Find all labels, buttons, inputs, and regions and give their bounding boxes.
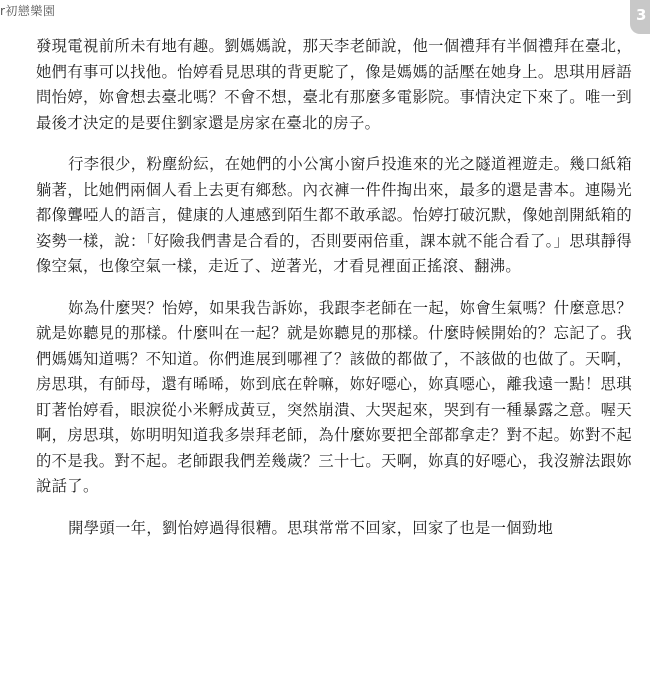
page-header-title: r初戀樂園 xyxy=(0,4,56,18)
document-body xyxy=(36,34,632,557)
page-corner-badge xyxy=(630,0,650,34)
badge-label: 3 xyxy=(636,6,647,24)
paragraph-3: 妳為什麼哭？怡婷，如果我告訴妳，我跟李老師在一起，妳會生氣嗎？什麼意思？就是妳聽見的那樣。什麼叫在一起？就是妳聽見的那樣。什麼時候開始的？忘記了。我們媽媽知道嗎？不知道。你們進展到哪裡了？該做的都做了，不該做的也做了。天啊，房思琪，有師母，還有晞晞，妳到底在幹嘛，妳好噁心，妳真噁心，離我遠一點！思琪盯著怡婷看，眼淚從小米孵成黃豆，突然崩潰、大哭起來，哭到有一種暴露之意。喔天啊，房思琪，妳明明知道我多崇拜老師，為什麼妳要把全部都拿走？對不起。妳對不起的不是我。對不起。老師跟我們差幾歲？三十七。天啊，妳真的好噁心，我沒辦法跟妳說話了。 xyxy=(36,298,632,495)
paragraph-2: 行李很少，粉塵紛紜，在她們的小公寓小窗戶投進來的光之隧道裡遊走。幾口紙箱躺著，比她們兩個人看上去更有鄉愁。內衣褲一件件掏出來，最多的還是書本。連陽光都像聾啞人的語言，健康的人連感到陌生都不敢承認。怡婷打破沉默，像她剖開紙箱的姿勢一樣，說：「好險我們書是合看的，否則要兩倍重，課本就不能合看了。」思琪靜得像空氣，也像空氣一樣，走近了、逆著光，才看見裡面正搖滾、翻沸。 xyxy=(36,155,632,275)
paragraph-4: 開學頭一年，劉怡婷過得很糟。思琪常常不回家，回家了也是一個勁地 xyxy=(68,518,554,537)
paragraph-1: 發現電視前所未有地有趣。劉媽媽說，那天李老師說，他一個禮拜有半個禮拜在臺北，她們有事可以找他。怡婷看見思琪的背更駝了，像是媽媽的話壓在她身上。思琪用唇語問怡婷，妳會想去臺北嗎？不會不想，臺北有那麼多電影院。事情決定下來了。唯一到最後才決定的是要住劉家還是房家在臺北的房子。 xyxy=(36,37,632,132)
